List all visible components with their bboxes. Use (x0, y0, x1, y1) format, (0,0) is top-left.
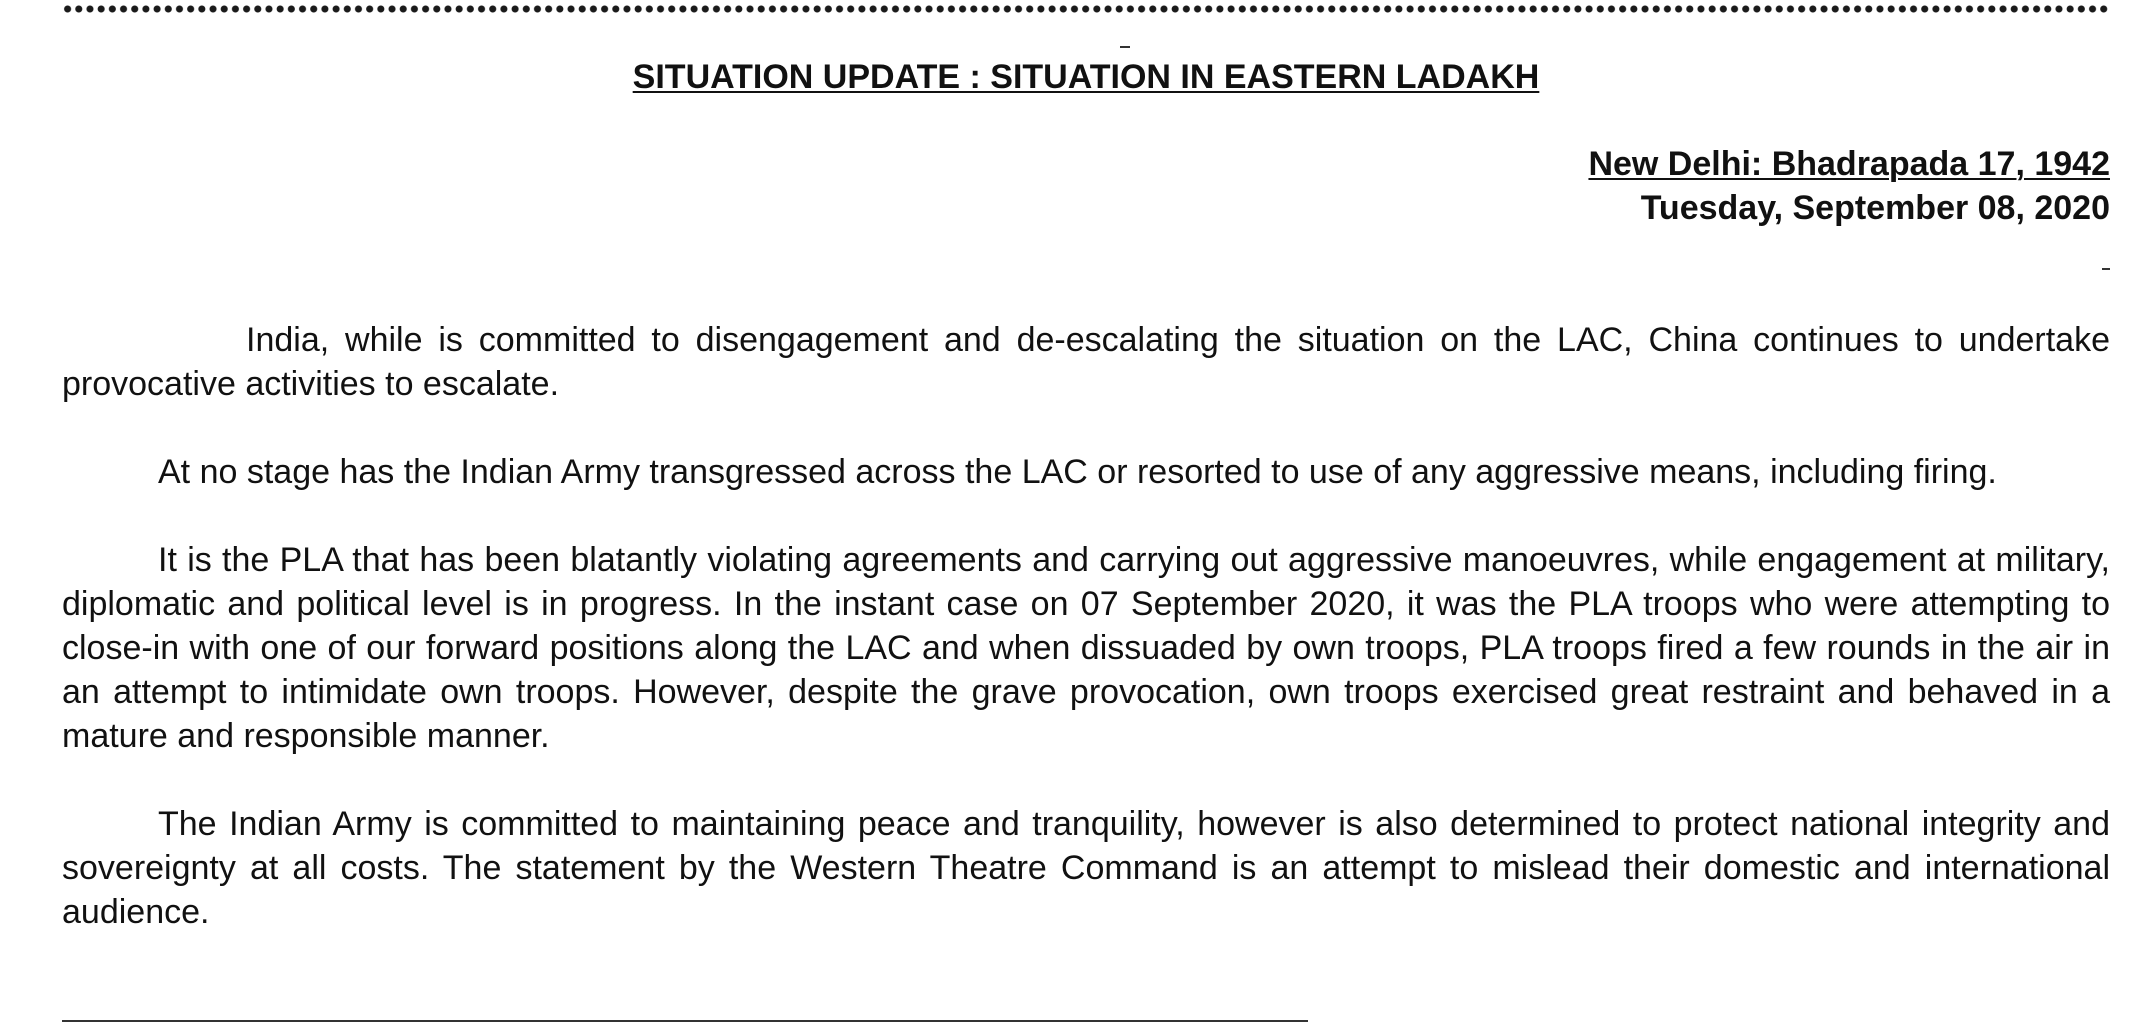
footer-rule (62, 1020, 1308, 1022)
dotted-top-rule (62, 4, 2110, 14)
weekday-date: Tuesday, September 08, 2020 (1640, 189, 2110, 227)
paragraph-3: It is the PLA that has been blatantly violating agreements and carrying out aggressive manoeuvres, while engagement at military, diplomatic and political level is in progress. In the instant case on 07 September 2020, it was the PLA troops who were attempting to close-in with one of our forward positions along the LAC and when dissuaded by own troops, PLA troops fired a few rounds in the air in an attempt to intimidate own troops. However, despite the grave provocation, own troops exercised great restraint and behaved in a mature and responsible manner. (62, 541, 2110, 755)
paragraph-2: At no stage has the Indian Army transgressed across the LAC or resorted to use of any aggressive means, including firing. (158, 453, 1997, 491)
paragraph-4: The Indian Army is committed to maintaining peace and tranquility, however is also determined to protect national integrity and sovereignty at all costs. The statement by the Western Theatre Command is an attempt to mislead their domestic and international audience. (62, 805, 2110, 931)
place-date: New Delhi: Bhadrapada 17, 1942 (1588, 145, 2110, 183)
dateline-tick-mark (2102, 268, 2110, 270)
paragraph-1: India, while is committed to disengagement and de-escalating the situation on the LAC, China continues to undertake provocative activities to escalate. (62, 321, 2110, 403)
dateline (1588, 142, 2110, 230)
document-title: SITUATION UPDATE : SITUATION IN EASTERN LADAKH (632, 58, 1540, 96)
header-tick-mark (1120, 46, 1130, 48)
body-text (62, 318, 2110, 978)
